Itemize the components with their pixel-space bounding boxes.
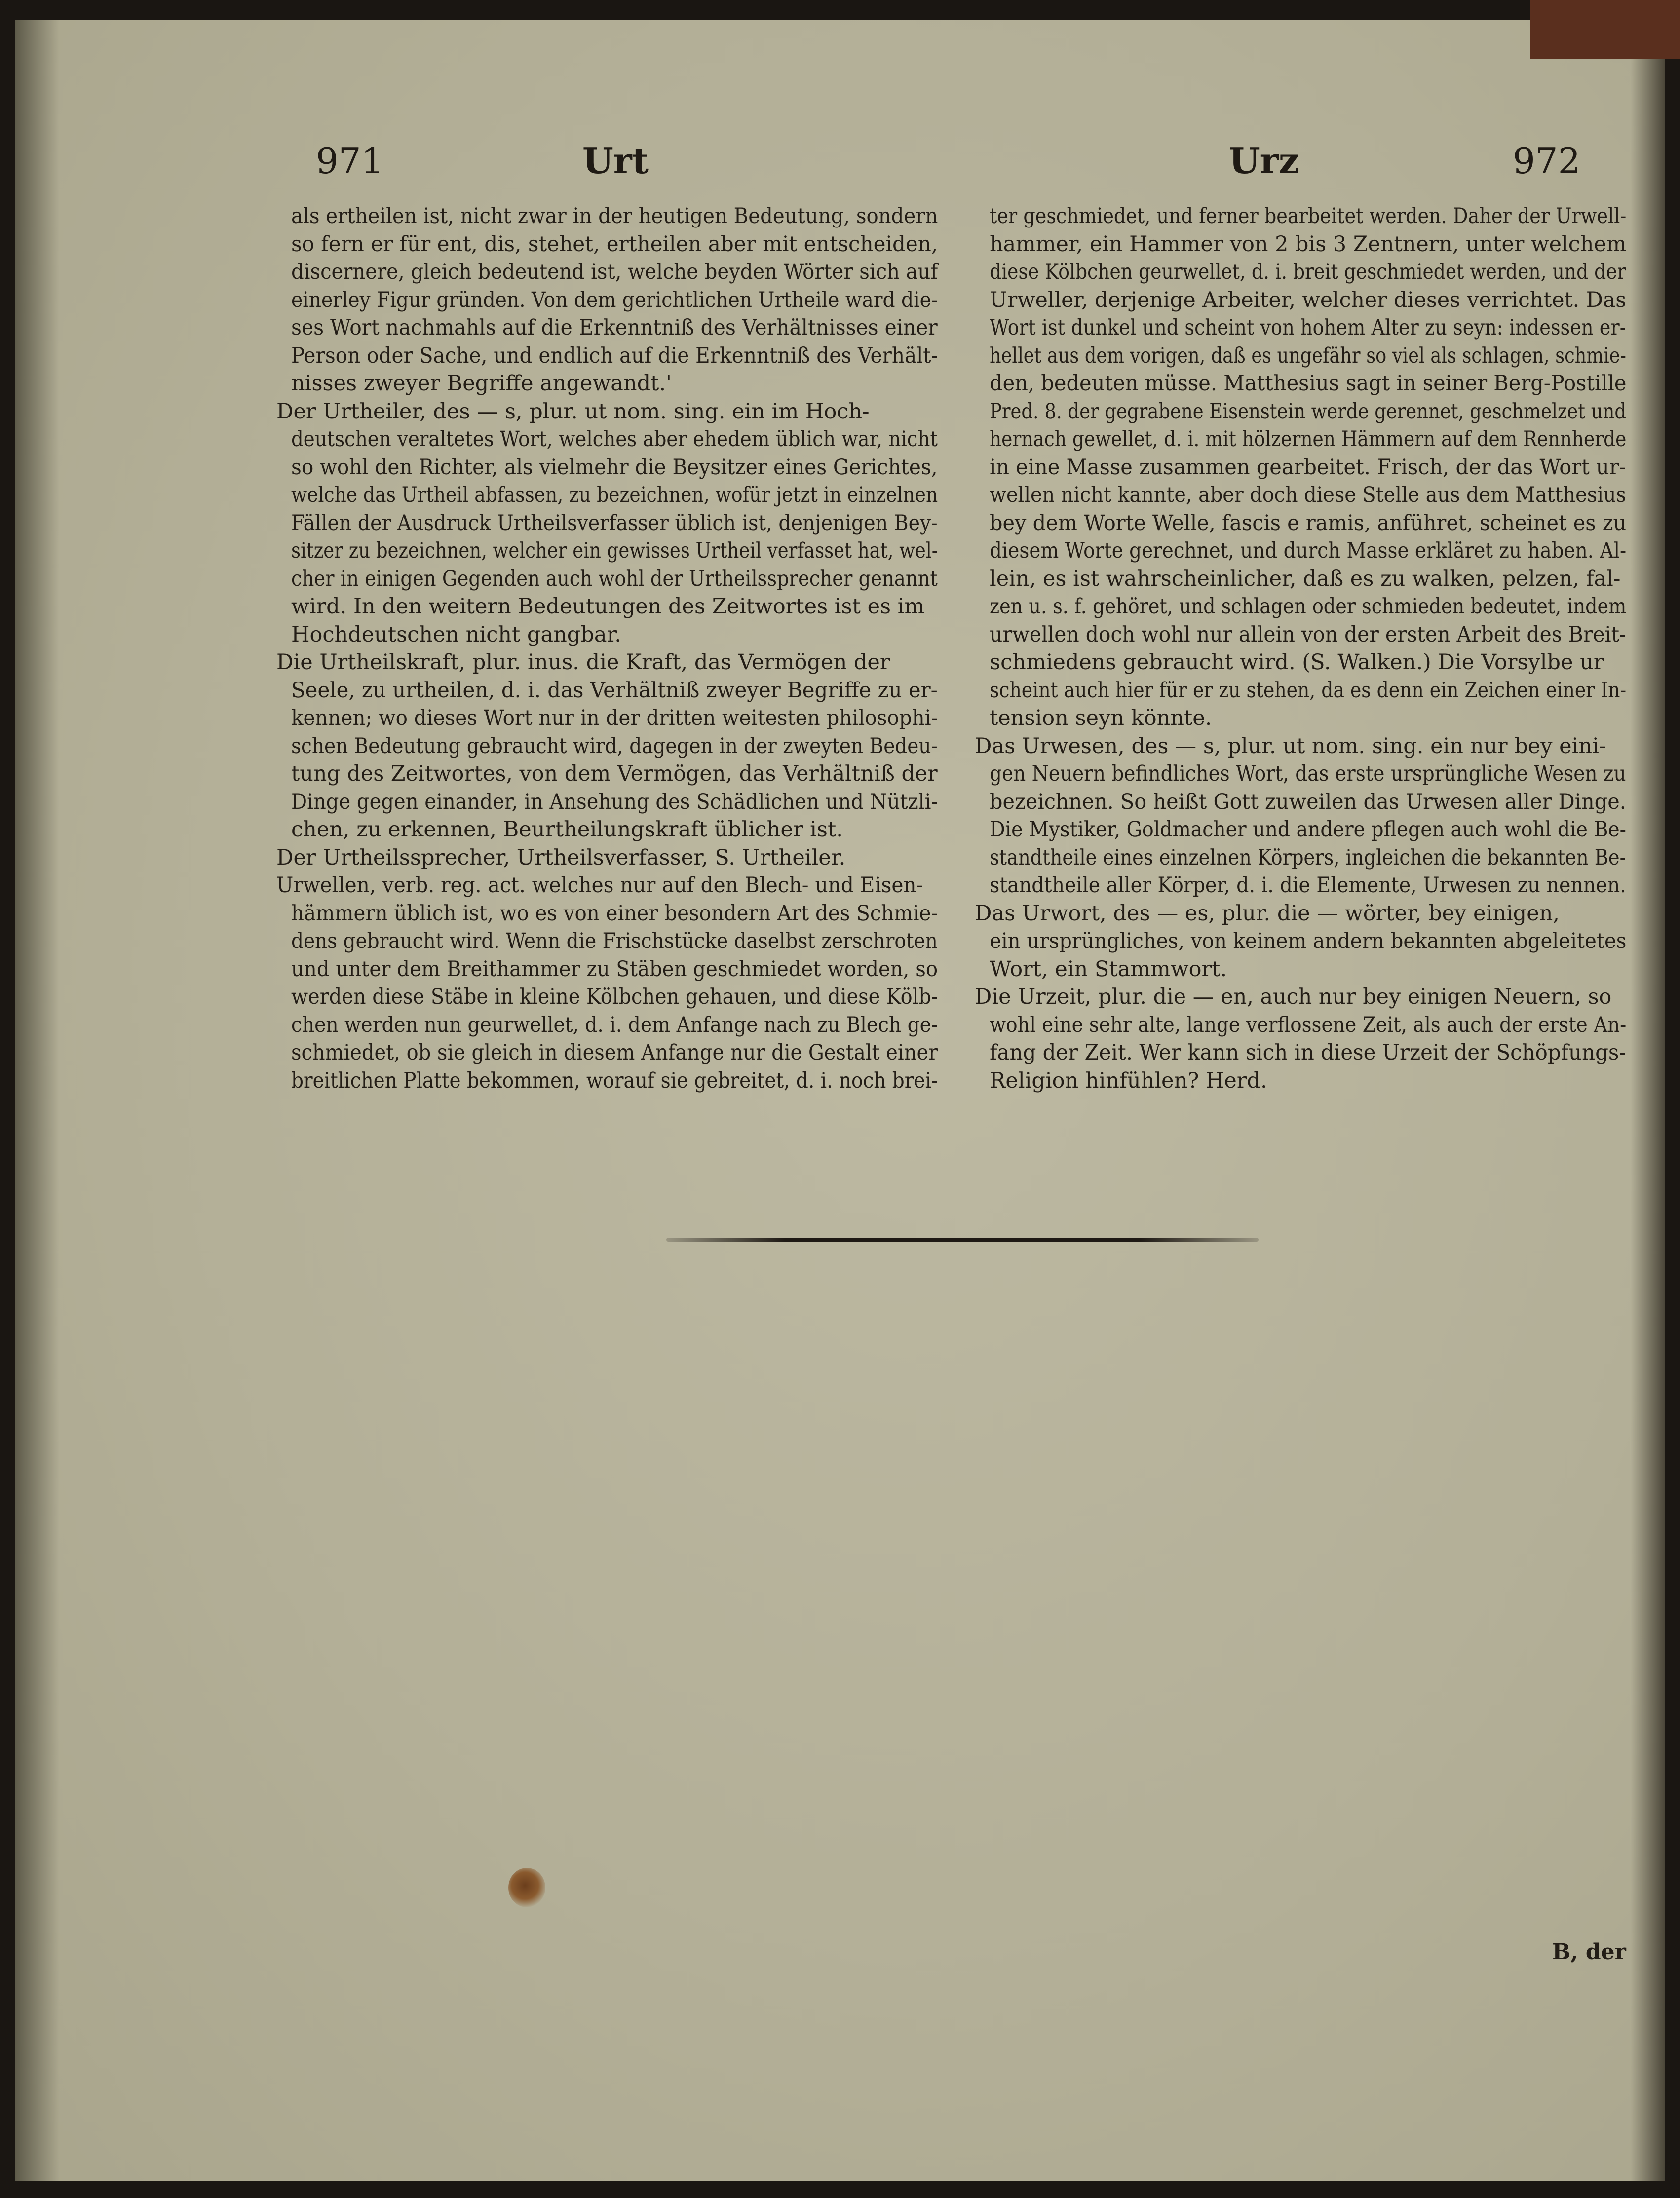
text-line: ein ursprüngliches, von keinem andern bekannten abgeleitetes [990, 929, 1627, 953]
text-line: in eine Masse zusammen gearbeitet. Frisch, der das Wort ur- [990, 455, 1626, 480]
text-line: Person oder Sache, und endlich auf die Erkenntniß des Verhält- [291, 343, 938, 368]
text-line: kennen; wo dieses Wort nur in der dritten weitesten philosophi- [291, 706, 938, 730]
right-text-column [975, 202, 1627, 1095]
text-line: gen Neuern befindliches Wort, das erste ursprüngliche Wesen zu [990, 761, 1626, 786]
left-page-number: 971 [316, 140, 384, 182]
text-line: Religion hinfühlen? Herd. [990, 1068, 1267, 1093]
entry-start-line: Die Urzeit, plur. die — en, auch nur bey einigen Neuern, so [975, 985, 1612, 1009]
entry-start-line: Der Urtheiler, des — s, plur. ut nom. sing. ein im Hoch- [276, 399, 870, 424]
text-line: Hochdeutschen nicht gangbar. [291, 622, 621, 647]
text-line: einerley Figur gründen. Von dem gerichtlichen Urtheile ward die- [291, 287, 938, 312]
text-line: wellen nicht kannte, aber doch diese Stelle aus dem Matthesius [990, 483, 1626, 507]
right-page-number: 972 [1513, 140, 1581, 182]
text-line: tension seyn könnte. [990, 706, 1212, 730]
text-line: und unter dem Breithammer zu Stäben geschmiedet worden, so [291, 956, 938, 982]
text-line: Fällen der Ausdruck Urtheilsverfasser üblich ist, denjenigen Bey- [291, 510, 938, 535]
text-line: standtheile aller Körper, d. i. die Elemente, Urwesen zu nennen. [990, 873, 1626, 898]
text-line: lein, es ist wahrscheinlicher, daß es zu walken, pelzen, fal- [990, 566, 1621, 591]
text-line: nisses zweyer Begriffe angewandt.' [291, 371, 672, 396]
text-line: schen Bedeutung gebraucht wird, dagegen in der zweyten Bedeu- [291, 733, 938, 758]
text-line: hämmern üblich ist, wo es von einer besondern Art des Schmie- [291, 901, 938, 926]
binding-edge [1530, 0, 1680, 59]
book-page [15, 20, 1665, 2181]
text-line: diesem Worte gerechnet, und durch Masse erkläret zu haben. Al- [990, 538, 1627, 563]
text-line: Pred. 8. der gegrabene Eisenstein werde gerennet, geschmelzet und [990, 399, 1627, 424]
end-of-text-rule [666, 1238, 1259, 1242]
text-line: ter geschmiedet, und ferner bearbeitet werden. Daher der Urwell- [990, 204, 1627, 228]
left-running-head: Urt [582, 140, 649, 182]
text-line: chen, zu erkennen, Beurtheilungskraft üblicher ist. [291, 817, 843, 842]
catchword: B, der [1552, 1939, 1626, 1965]
text-line: cher in einigen Gegenden auch wohl der Urtheilssprecher genannt [291, 566, 938, 591]
text-line: schmiedet, ob sie gleich in diesem Anfange nur die Gestalt einer [291, 1040, 938, 1065]
text-line: deutschen veraltetes Wort, welches aber ehedem üblich war, nicht [291, 427, 938, 452]
left-text-column [276, 202, 938, 1095]
text-line: dens gebraucht wird. Wenn die Frischstücke daselbst zerschroten [291, 929, 938, 953]
text-line: welche das Urtheil abfassen, zu bezeichnen, wofür jetzt in einzelnen [291, 483, 938, 507]
text-line: chen werden nun geurwellet, d. i. dem Anfange nach zu Blech ge- [291, 1012, 938, 1037]
gutter-shadow [15, 20, 59, 2181]
text-line: bey dem Worte Welle, fascis e ramis, anführet, scheinet es zu [990, 510, 1627, 535]
text-line: so wohl den Richter, als vielmehr die Beysitzer eines Gerichtes, [291, 455, 938, 480]
text-line: den, bedeuten müsse. Matthesius sagt in seiner Berg-Postille [990, 371, 1627, 396]
text-line: standtheile eines einzelnen Körpers, ingleichen die bekannten Be- [990, 845, 1626, 870]
text-line: Urweller, derjenige Arbeiter, welcher dieses verrichtet. Das [990, 287, 1627, 312]
entry-start-line: Das Urwesen, des — s, plur. ut nom. sing. ein nur bey eini- [975, 733, 1606, 758]
text-line: werden diese Stäbe in kleine Kölbchen gehauen, und diese Kölb- [291, 985, 938, 1009]
text-line: schmiedens gebraucht wird. (S. Walken.) Die Vorsylbe ur [990, 650, 1604, 675]
text-line: Dinge gegen einander, in Ansehung des Schädlichen und Nützli- [291, 789, 938, 814]
text-line: Wort ist dunkel und scheint von hohem Alter zu seyn: indessen er- [990, 315, 1626, 340]
text-line: ses Wort nachmahls auf die Erkenntniß des Verhältnisses einer [291, 315, 938, 340]
text-line: tung des Zeitwortes, von dem Vermögen, das Verhältniß der [291, 761, 938, 786]
text-line: Seele, zu urtheilen, d. i. das Verhältniß zweyer Begriffe zu er- [291, 678, 938, 703]
text-line: sitzer zu bezeichnen, welcher ein gewisses Urtheil verfasset hat, wel- [291, 538, 938, 563]
entry-start-line: Die Urtheilskraft, plur. inus. die Kraft, das Vermögen der [276, 650, 890, 675]
text-line: Wort, ein Stammwort. [990, 956, 1227, 982]
entry-start-line: Das Urwort, des — es, plur. die — wörter, bey einigen, [975, 901, 1560, 926]
right-running-head: Urz [1229, 140, 1299, 182]
text-line: breitlichen Platte bekommen, worauf sie gebreitet, d. i. noch brei- [291, 1068, 938, 1093]
text-line: bezeichnen. So heißt Gott zuweilen das Urwesen aller Dinge. [990, 789, 1626, 814]
text-line: Die Mystiker, Goldmacher und andere pflegen auch wohl die Be- [990, 817, 1626, 842]
text-line: diese Kölbchen geurwellet, d. i. breit geschmiedet werden, und der [990, 260, 1626, 284]
text-line: fang der Zeit. Wer kann sich in diese Urzeit der Schöpfungs- [990, 1040, 1626, 1065]
text-line: discernere, gleich bedeutend ist, welche beyden Wörter sich auf [291, 260, 938, 284]
text-line: hammer, ein Hammer von 2 bis 3 Zentnern, unter welchem [990, 231, 1627, 257]
page-edge-shadow [1631, 20, 1665, 2181]
entry-start-line: Urwellen, verb. reg. act. welches nur auf den Blech- und Eisen- [276, 873, 923, 898]
ink-stain [508, 1868, 545, 1907]
text-line: wird. In den weitern Bedeutungen des Zeitwortes ist es im [291, 594, 925, 619]
text-line: zen u. s. f. gehöret, und schlagen oder schmieden bedeutet, indem [990, 594, 1627, 619]
text-line: hernach gewellet, d. i. mit hölzernen Hämmern auf dem Rennherde [990, 427, 1627, 452]
entry-start-line: Der Urtheilssprecher, Urtheilsverfasser, S. Urtheiler. [276, 845, 846, 870]
text-line: urwellen doch wohl nur allein von der ersten Arbeit des Breit- [990, 622, 1626, 647]
text-line: hellet aus dem vorigen, daß es ungefähr so viel als schlagen, schmie- [990, 343, 1626, 368]
text-line: als ertheilen ist, nicht zwar in der heutigen Bedeutung, sondern [291, 204, 938, 228]
text-line: so fern er für ent, dis, stehet, ertheilen aber mit entscheiden, [291, 231, 938, 257]
text-line: wohl eine sehr alte, lange verflossene Zeit, als auch der erste An- [990, 1012, 1627, 1037]
text-line: scheint auch hier für er zu stehen, da es denn ein Zeichen einer In- [990, 678, 1627, 703]
